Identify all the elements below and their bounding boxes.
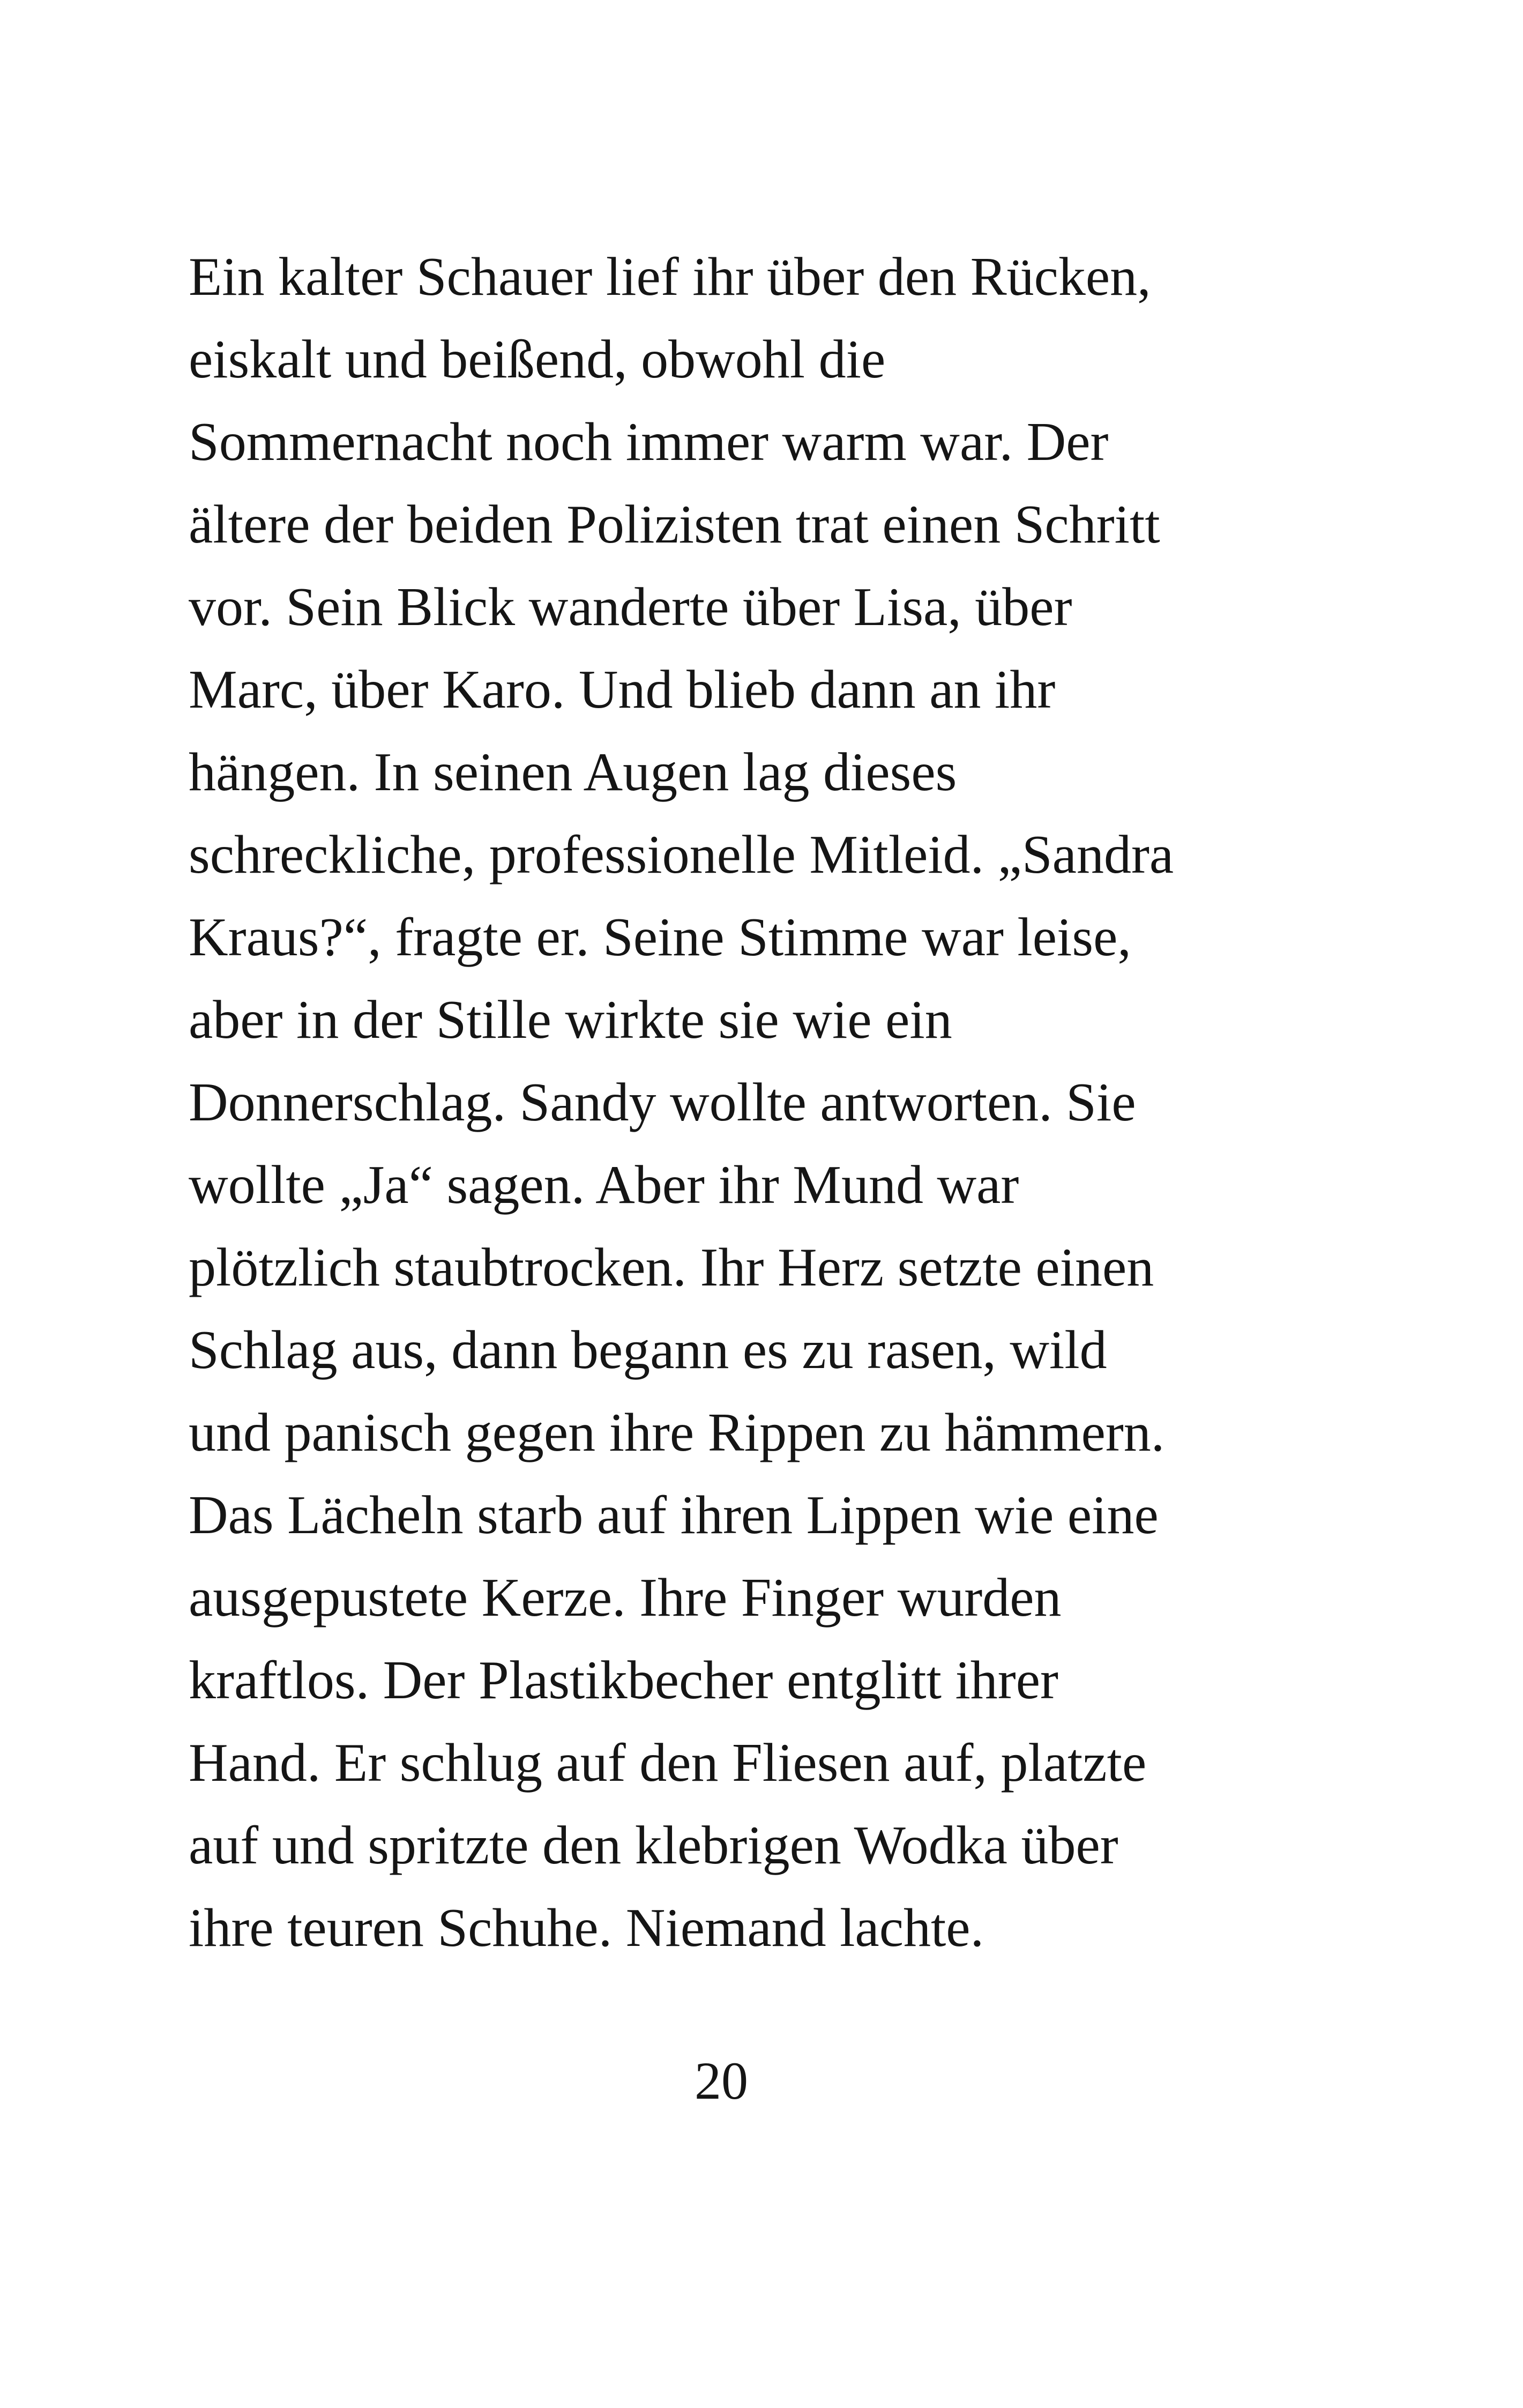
text-line: hängen. In seinen Augen lag dieses [189,742,957,802]
text-line: auf und spritzte den klebrigen Wodka über [189,1815,1118,1876]
text-line: Kraus?“, fragte er. Seine Stimme war leise, [189,907,1131,968]
text-line: ausgepustete Kerze. Ihre Finger wurden [189,1567,1062,1628]
text-line: vor. Sein Blick wanderte über Lisa, über [189,577,1072,637]
text-line: Marc, über Karo. Und blieb dann an ihr [189,659,1056,720]
text-line: ältere der beiden Polizisten trat einen Schritt [189,494,1160,555]
text-line: Donnerschlag. Sandy wollte antworten. Sie [189,1072,1136,1133]
text-line: wollte „Ja“ sagen. Aber ihr Mund war [189,1155,1019,1215]
text-line: Schlag aus, dann begann es zu rasen, wild [189,1320,1107,1380]
text-line: kraftlos. Der Plastikbecher entglitt ihrer [189,1650,1058,1711]
text-line: plötzlich staubtrocken. Ihr Herz setzte einen [189,1237,1154,1298]
text-line: und panisch gegen ihre Rippen zu hämmern. [189,1402,1165,1463]
text-line: eiskalt und beißend, obwohl die [189,329,886,390]
text-line: aber in der Stille wirkte sie wie ein [189,990,952,1050]
text-line: Sommernacht noch immer warm war. Der [189,412,1109,472]
page-number: 20 [695,2051,748,2110]
text-line: Das Lächeln starb auf ihren Lippen wie eine [189,1485,1159,1545]
text-line: schreckliche, professionelle Mitleid. „Sandra [189,824,1174,885]
text-line: ihre teuren Schuhe. Niemand lachte. [189,1898,984,1958]
text-line: Hand. Er schlug auf den Fliesen auf, platzte [189,1733,1147,1793]
text-line: Ein kalter Schauer lief ihr über den Rücken, [189,247,1151,307]
body-text [189,236,1303,1969]
